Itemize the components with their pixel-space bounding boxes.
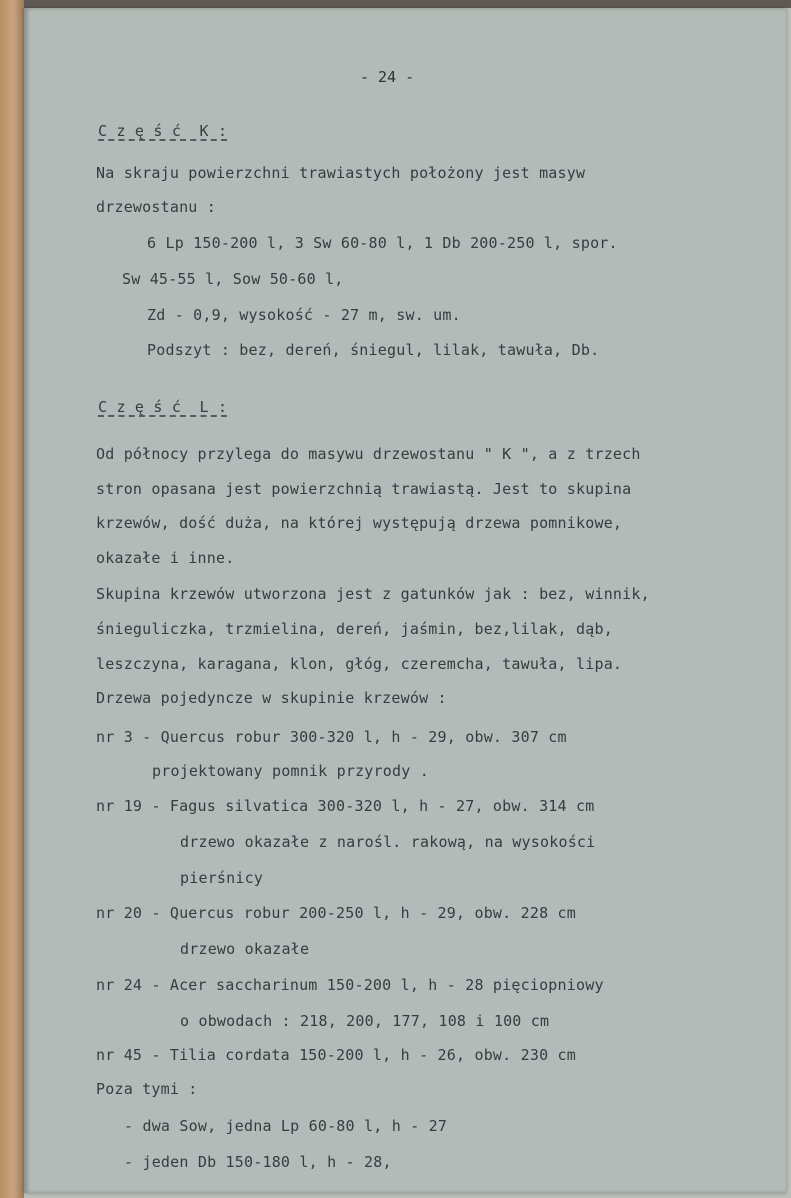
section-l-line-16: nr 24 - Acer saccharinum 150-200 l, h - 28 pięciopniowy <box>96 976 604 994</box>
section-l-line-20: - dwa Sow, jedna Lp 60-80 l, h - 27 <box>124 1117 448 1135</box>
section-k-line-4: Sw 45-55 l, Sow 50-60 l, <box>122 270 344 288</box>
section-l-line-3: krzewów, dość duża, na której występują drzewa pomnikowe, <box>96 514 623 532</box>
section-l-line-7: leszczyna, karagana, klon, głóg, czeremcha, tawuła, lipa. <box>96 655 623 673</box>
page-number: - 24 - <box>360 68 415 86</box>
section-l-line-4: okazałe i inne. <box>96 549 235 567</box>
section-l-line-10: projektowany pomnik przyrody . <box>152 762 429 780</box>
binding-edge <box>0 0 24 1198</box>
section-l-line-12: drzewo okazałe z narośl. rakową, na wysokości <box>180 833 596 851</box>
section-l-line-1: Od północy przylega do masywu drzewostanu " K ", a z trzech <box>96 445 641 463</box>
section-l-line-9: nr 3 - Quercus robur 300-320 l, h - 29, obw. 307 cm <box>96 728 567 746</box>
section-l-line-8: Drzewa pojedyncze w skupinie krzewów : <box>96 689 447 707</box>
section-l-line-17: o obwodach : 218, 200, 177, 108 i 100 cm <box>180 1012 550 1030</box>
section-k-line-3: 6 Lp 150-200 l, 3 Sw 60-80 l, 1 Db 200-250 l, spor. <box>147 234 618 252</box>
section-l-line-6: śnieguliczka, trzmielina, dereń, jaśmin, bez,lilak, dąb, <box>96 620 613 638</box>
section-k-line-1: Na skraju powierzchni trawiastych położony jest masyw <box>96 164 586 182</box>
section-k-line-2: drzewostanu : <box>96 198 216 216</box>
section-l-line-11: nr 19 - Fagus silvatica 300-320 l, h - 27, obw. 314 cm <box>96 797 595 815</box>
section-l-line-15: drzewo okazałe <box>180 940 310 958</box>
section-l-line-18: nr 45 - Tilia cordata 150-200 l, h - 26, obw. 230 cm <box>96 1046 576 1064</box>
section-k-line-6: Podszyt : bez, dereń, śniegul, lilak, tawuła, Db. <box>147 341 600 359</box>
section-l-line-14: nr 20 - Quercus robur 200-250 l, h - 29, obw. 228 cm <box>96 904 576 922</box>
section-l-line-5: Skupina krzewów utworzona jest z gatunków jak : bez, winnik, <box>96 585 650 603</box>
section-k-heading: C z ę ś ć K : <box>98 122 228 140</box>
section-l-line-13: pierśnicy <box>180 869 264 887</box>
sheet-top-edge <box>24 0 791 8</box>
section-l-line-2: stron opasana jest powierzchnią trawiastą. Jest to skupina <box>96 480 632 498</box>
section-l-line-19: Poza tymi : <box>96 1080 198 1098</box>
section-l-line-21: - jeden Db 150-180 l, h - 28, <box>124 1153 392 1171</box>
section-k-line-5: Zd - 0,9, wysokość - 27 m, sw. um. <box>147 306 461 324</box>
section-l-heading: C z ę ś ć L : <box>98 398 228 416</box>
